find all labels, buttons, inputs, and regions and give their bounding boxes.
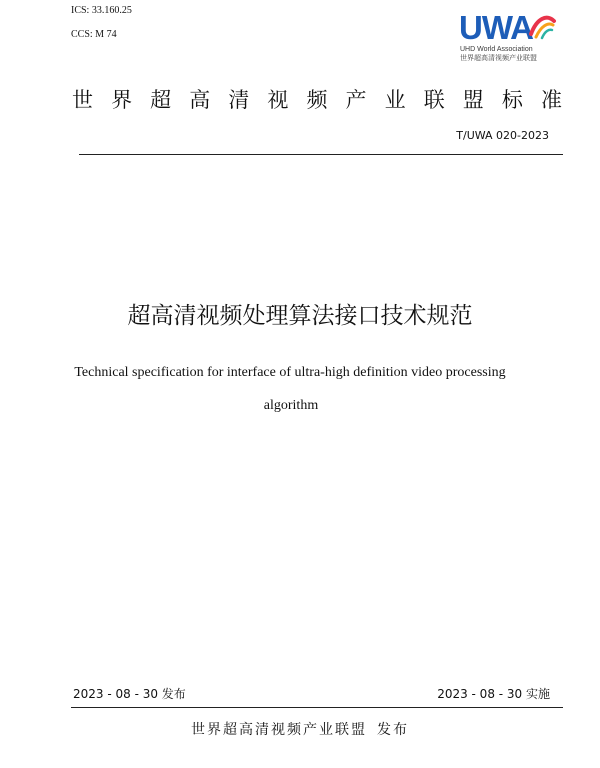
top-divider	[79, 154, 563, 155]
org-title-char: 超	[150, 88, 172, 112]
uwa-logo	[459, 9, 559, 64]
ccs-code: CCS: M 74	[71, 29, 117, 40]
document-title-cn: 超高清视频处理算法接口技术规范	[127, 303, 473, 329]
org-title-char: 世	[72, 88, 93, 112]
release-date: 2023 - 08 - 30 发布	[73, 687, 186, 701]
logo-english-name: UHD World Association	[460, 46, 533, 53]
org-title-char: 界	[111, 88, 133, 112]
org-title-char: 产	[345, 88, 367, 112]
org-standard-title	[72, 85, 562, 115]
org-title-char: 高	[189, 88, 211, 112]
publisher-action: 发布	[377, 722, 409, 738]
org-title-char: 视	[267, 88, 289, 112]
logo-ribbon-icon	[527, 12, 557, 42]
org-title-char: 盟	[462, 88, 484, 112]
ics-code: ICS: 33.160.25	[71, 5, 132, 16]
org-title-char: 业	[384, 88, 406, 112]
standard-number: T/UWA 020-2023	[456, 129, 549, 142]
publisher-name: 世界超高清视频产业联盟	[191, 722, 367, 738]
publisher-line	[0, 719, 600, 741]
document-title-en-line2: algorithm	[263, 398, 319, 413]
effective-date: 2023 - 08 - 30 实施	[437, 687, 550, 701]
document-title-en-line1: Technical specification for interface of ultra-high definition video processing	[74, 365, 506, 380]
org-title-char: 频	[306, 88, 328, 112]
uwa-wordmark	[459, 9, 533, 47]
bottom-divider	[71, 707, 563, 708]
org-title-char: 准	[540, 88, 562, 112]
logo-chinese-name: 世界超高清视频产业联盟	[460, 55, 537, 62]
org-title-char: 标	[501, 88, 523, 112]
uwa-wordmark-text: UWA	[459, 9, 533, 46]
org-title-char: 联	[423, 88, 445, 112]
org-title-char: 清	[228, 88, 250, 112]
